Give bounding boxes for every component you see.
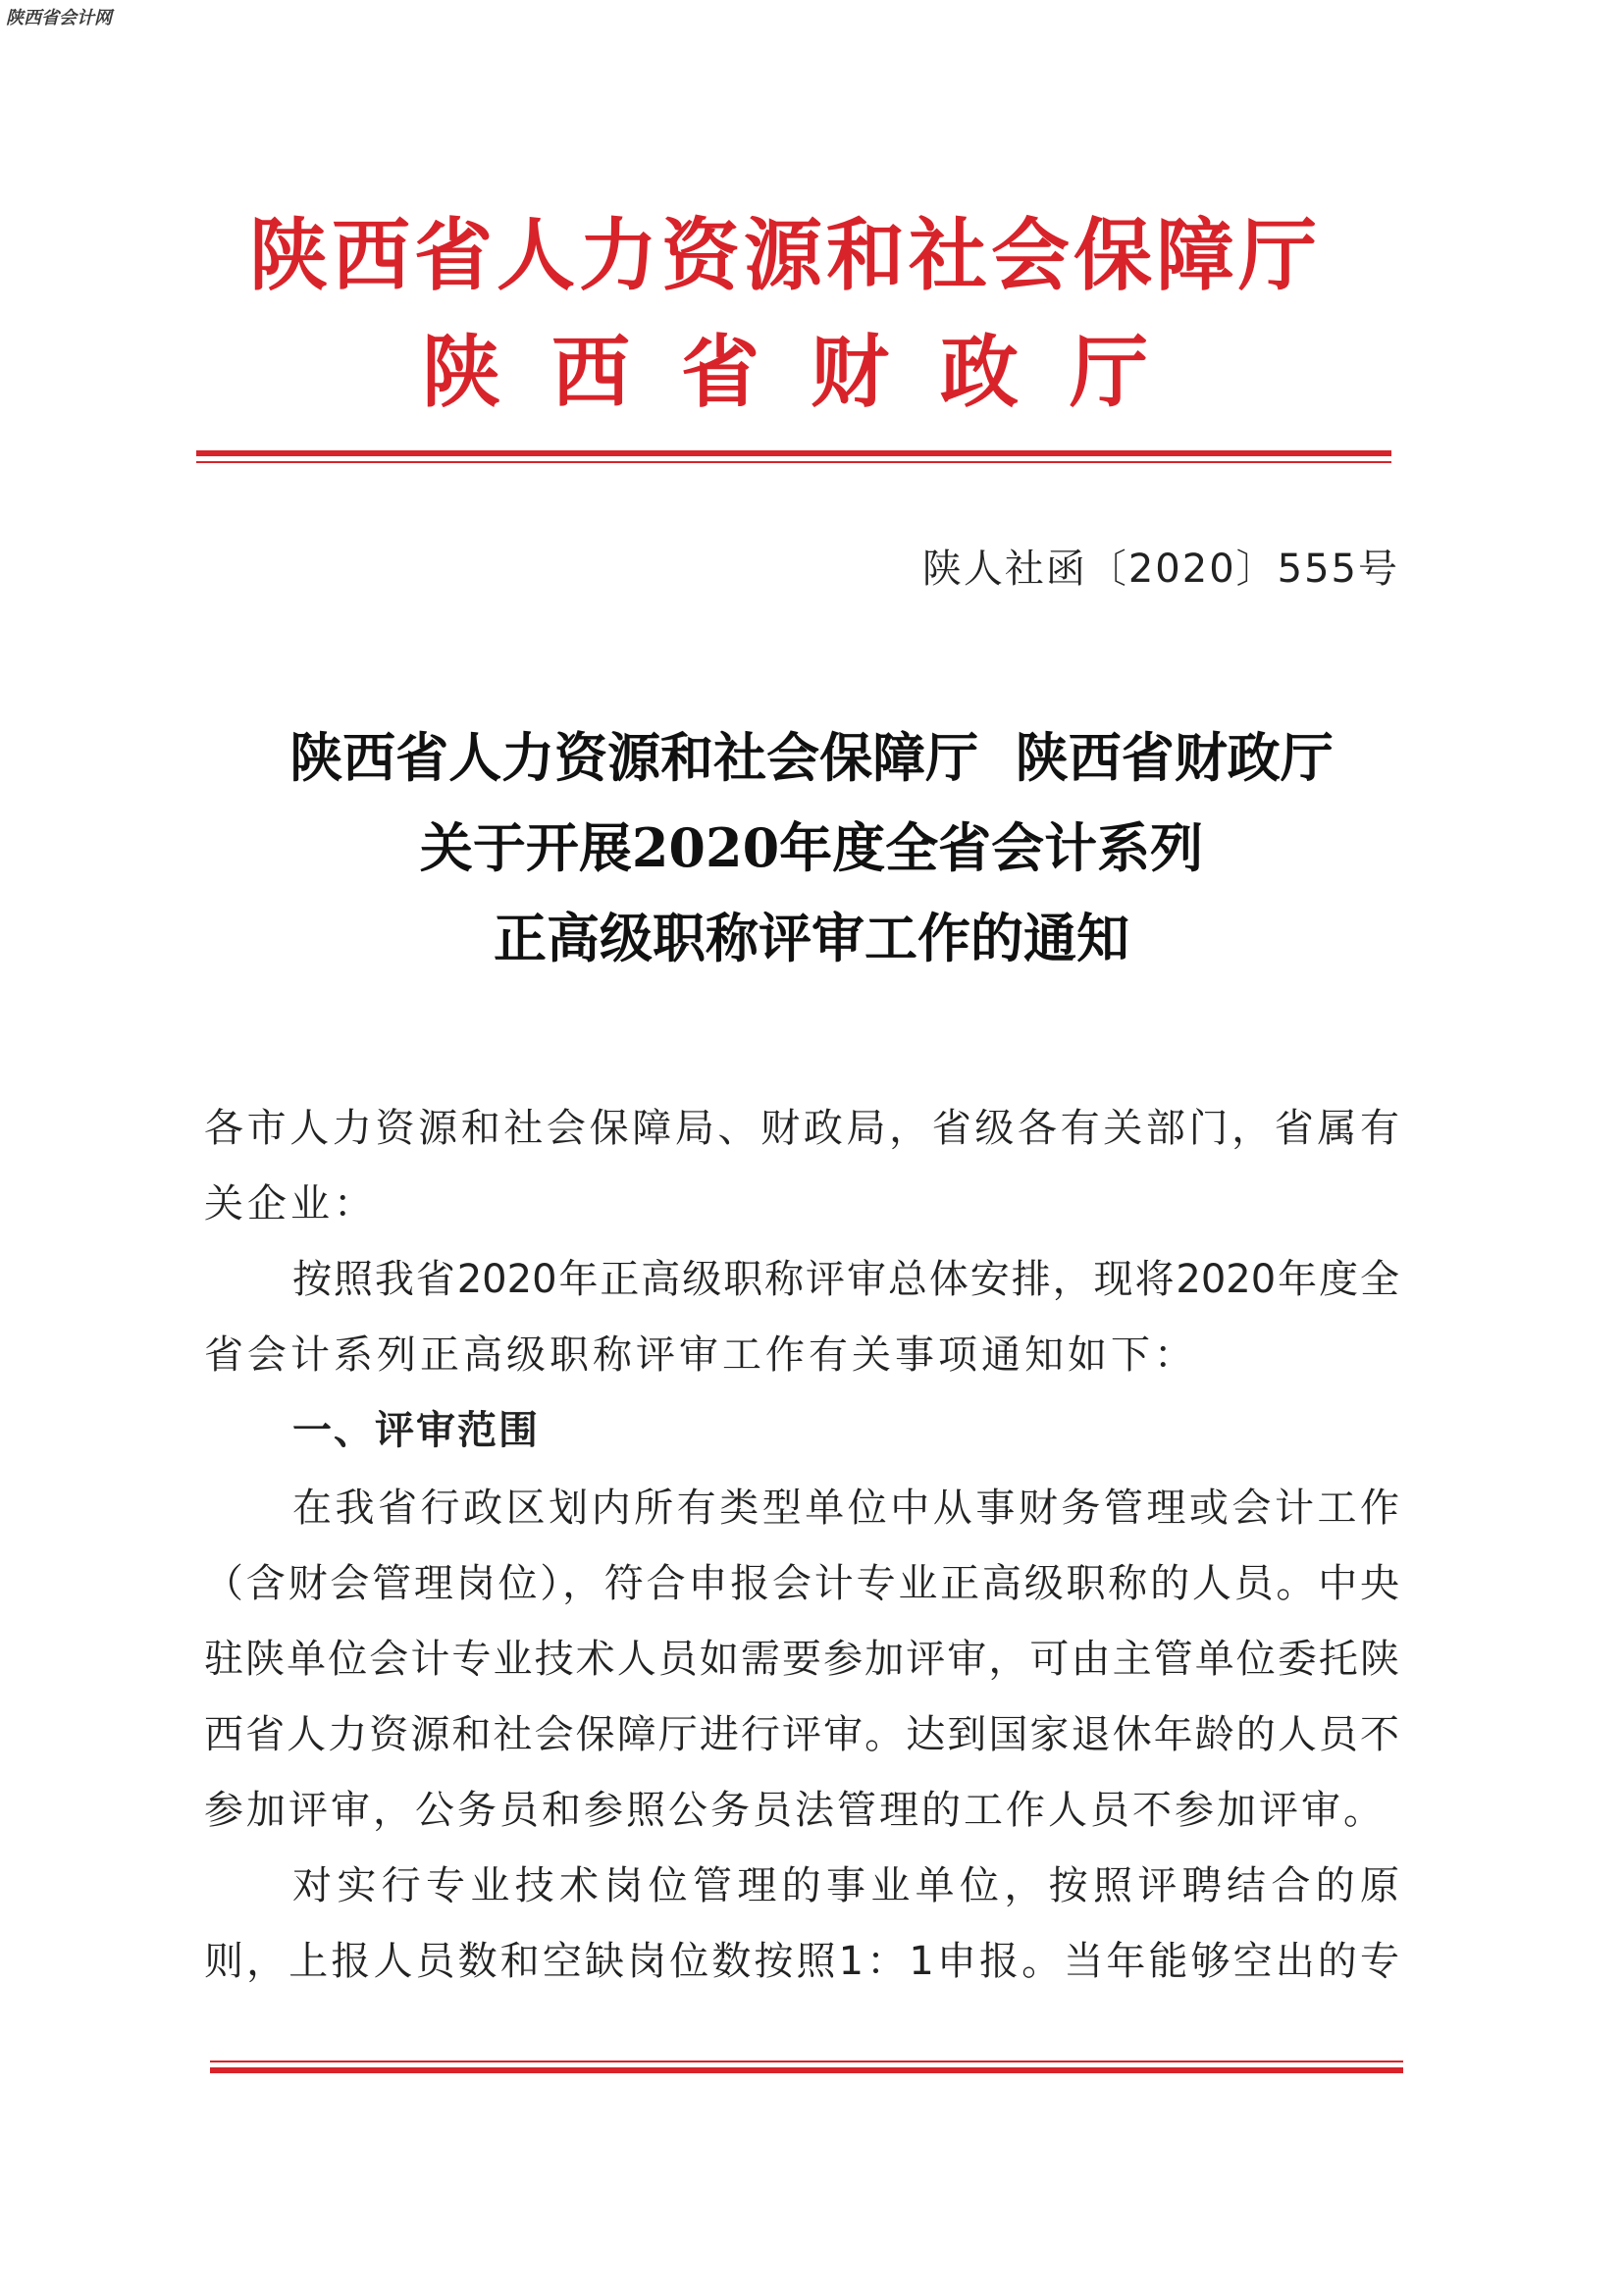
salutation-line-1: 各市人力资源和社会保障局、财政局，省级各有关部门，省属有	[204, 1106, 1399, 1151]
title-line-2: 关于开展2020年度全省会计系列	[419, 816, 1204, 879]
intro-line-2: 省会计系列正高级职称评审工作有关事项通知如下：	[204, 1332, 1197, 1378]
intro-line-1: 按照我省2020年正高级职称评审总体安排，现将2020年度全	[292, 1257, 1399, 1302]
letterhead-rule-thick	[196, 450, 1391, 456]
letterhead-line-2: 陕西省财政厅	[422, 326, 1199, 418]
site-watermark: 陕西省会计网	[6, 8, 112, 28]
paragraph-1-line-3: 驻陕单位会计专业技术人员如需要参加评审，可由主管单位委托陕	[204, 1637, 1399, 1682]
paragraph-2-line-2: 则，上报人员数和空缺岗位数按照1：1申报。当年能够空出的专	[204, 1939, 1399, 1984]
title-line-1: 陕西省人力资源和社会保障厅 陕西省财政厅	[289, 726, 1334, 789]
footer-rule-thin	[210, 2061, 1403, 2062]
footer-rule-thick	[210, 2067, 1403, 2073]
title-line-3: 正高级职称评审工作的通知	[494, 907, 1129, 969]
document-number: 陕人社函〔2020〕555号	[921, 547, 1399, 592]
letterhead-line-1: 陕西省人力资源和社会保障厅	[249, 209, 1321, 301]
letterhead-rule-thin	[196, 461, 1391, 463]
paragraph-2-line-1: 对实行专业技术岗位管理的事业单位，按照评聘结合的原	[292, 1863, 1399, 1908]
section-1-heading: 一、评审范围	[292, 1408, 540, 1453]
paragraph-1-line-1: 在我省行政区划内所有类型单位中从事财务管理或会计工作	[292, 1486, 1399, 1531]
paragraph-1-line-2: （含财会管理岗位），符合申报会计专业正高级职称的人员。中央	[204, 1561, 1399, 1606]
salutation-line-2: 关企业：	[204, 1181, 377, 1226]
paragraph-1-line-5: 参加评审，公务员和参照公务员法管理的工作人员不参加评审。	[204, 1788, 1386, 1833]
paragraph-1-line-4: 西省人力资源和社会保障厅进行评审。达到国家退休年龄的人员不	[204, 1712, 1399, 1757]
